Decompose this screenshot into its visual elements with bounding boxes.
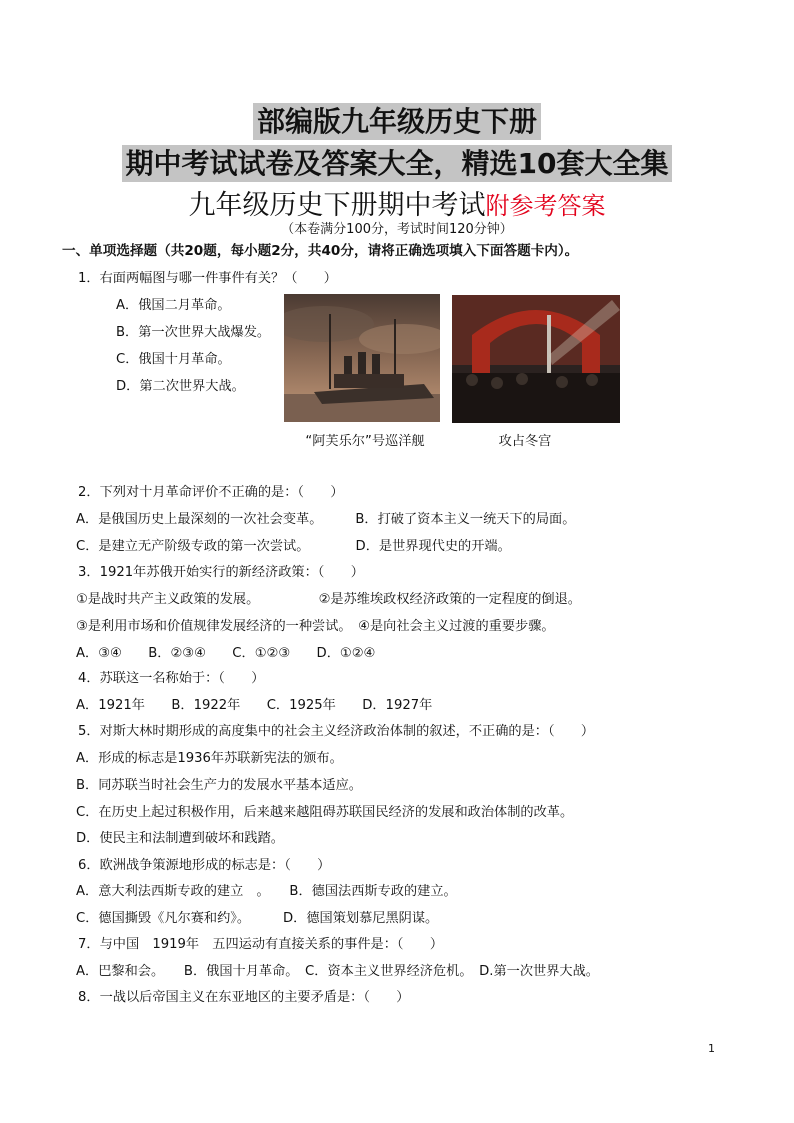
q2-options-ab: A．是俄国历史上最深刻的一次社会变革。 B．打破了资本主义一统天下的局面。 <box>76 512 576 527</box>
exam-note: （本卷满分100分，考试时间120分钟） <box>281 222 513 237</box>
q5-option-a: A．形成的标志是1936年苏联新宪法的颁布。 <box>76 751 343 766</box>
q5-option-b: B．同苏联当时社会生产力的发展水平基本适应。 <box>76 778 362 793</box>
q3-statements-1-2: ①是战时共产主义政策的发展。 ②是苏维埃政权经济政策的一定程度的倒退。 <box>76 592 581 607</box>
q7-stem: 7．与中国 1919年 五四运动有直接关系的事件是：（ ） <box>78 937 444 952</box>
q3-options: A．③④ B．②③④ C．①②③ D．①②④ <box>76 646 376 661</box>
title-line-1-text: 部编版九年级历史下册 <box>253 103 541 140</box>
winter-palace-image <box>452 295 620 423</box>
section-heading: 一、单项选择题（共20题，每小题2分，共40分，请将正确选项填入下面答题卡内）。 <box>62 243 579 259</box>
q5-option-c: C．在历史上起过积极作用，后来越来越阻碍苏联国民经济的发展和政治体制的改革。 <box>76 805 574 820</box>
exam-title-answer-note: 附参考答案 <box>485 192 606 220</box>
q3-stem: 3．1921年苏俄开始实行的新经济政策：（ ） <box>78 565 364 580</box>
title-line-1 <box>0 100 794 140</box>
q1-option-b: B．第一次世界大战爆发。 <box>116 325 271 340</box>
caption-winter-palace: 攻占冬宫 <box>498 434 552 449</box>
q1-stem: 1．右面两幅图与哪一件事件有关？（ ） <box>78 271 337 286</box>
q1-option-a: A．俄国二月革命。 <box>116 298 231 313</box>
q8-stem: 8．一战以后帝国主义在东亚地区的主要矛盾是：（ ） <box>78 990 410 1005</box>
page-number: 1 <box>708 1042 715 1055</box>
cruiser-aurora-image <box>284 294 440 422</box>
q6-stem: 6．欧洲战争策源地形成的标志是：（ ） <box>78 858 331 873</box>
title-line-2-text: 期中考试试卷及答案大全，精选10套大全集 <box>122 145 673 182</box>
q6-options-ab: A．意大利法西斯专政的建立 。 B．德国法西斯专政的建立。 <box>76 884 457 899</box>
q4-options: A．1921年 B．1922年 C．1925年 D．1927年 <box>76 698 433 713</box>
q1-option-d: D．第二次世界大战。 <box>116 379 245 394</box>
q1-option-c: C．俄国十月革命。 <box>116 352 231 367</box>
caption-aurora: “阿芙乐尔”号巡洋舰 <box>305 434 425 449</box>
q2-stem: 2．下列对十月革命评价不正确的是：（ ） <box>78 485 344 500</box>
q5-stem: 5．对斯大林时期形成的高度集中的社会主义经济政治体制的叙述，不正确的是：（ ） <box>78 724 595 739</box>
title-line-2 <box>0 142 794 182</box>
exam-title <box>0 183 794 222</box>
q7-options: A．巴黎和会。 B．俄国十月革命。 C．资本主义世界经济危机。 D.第一次世界大战。 <box>76 964 599 979</box>
q5-option-d: D．使民主和法制遭到破坏和践踏。 <box>76 831 284 846</box>
q6-options-cd: C．德国撕毁《凡尔赛和约》。 D．德国策划慕尼黑阴谋。 <box>76 911 439 926</box>
q2-options-cd: C．是建立无产阶级专政的第一次尝试。 D．是世界现代史的开端。 <box>76 539 511 554</box>
exam-title-main: 九年级历史下册期中考试 <box>188 190 486 221</box>
q4-stem: 4．苏联这一名称始于：（ ） <box>78 671 265 686</box>
q3-statements-3-4: ③是利用市场和价值规律发展经济的一种尝试。 ④是向社会主义过渡的重要步骤。 <box>76 619 555 634</box>
